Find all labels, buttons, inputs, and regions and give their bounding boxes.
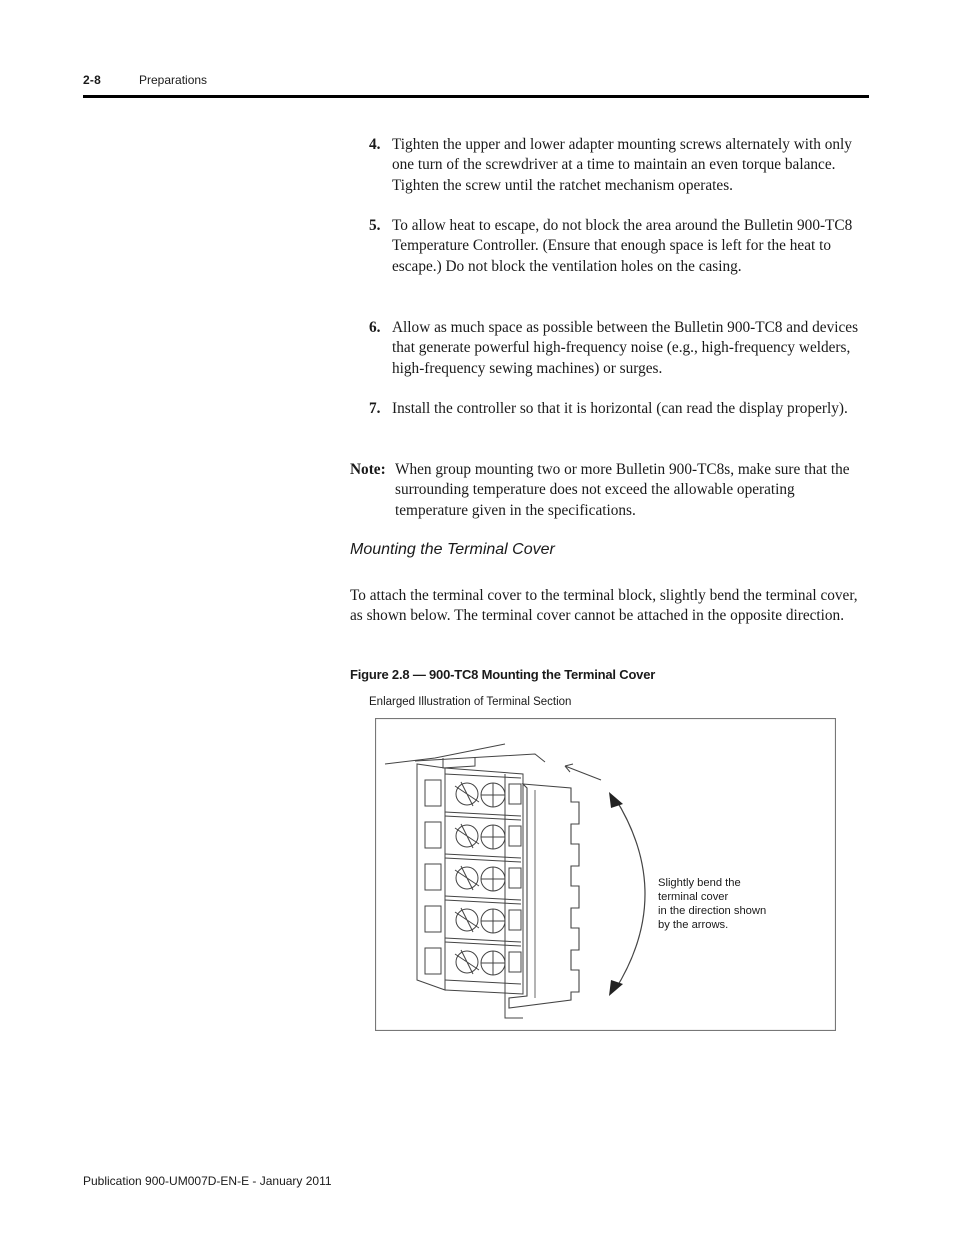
note-text: When group mounting two or more Bulletin 900-TC8s, make sure that the surrounding temperature does not exceed the allowable operating temperature given in the specifications. <box>395 461 850 519</box>
step-number: 6. <box>369 319 381 336</box>
step-5 <box>369 216 869 277</box>
note <box>350 460 870 521</box>
step-4 <box>369 135 869 196</box>
section-title: Preparations <box>139 73 208 87</box>
step-text: Tighten the upper and lower adapter mounting screws alternately with only one turn of the screwdriver at a time to maintain an even torque balance. Tighten the screw until the ratchet mechanism operates. <box>392 136 852 194</box>
header-rule <box>83 95 869 98</box>
page-number: 2-8 <box>83 73 101 87</box>
note-label: Note: <box>350 461 386 478</box>
section-heading: Mounting the Terminal Cover <box>350 541 555 558</box>
step-number: 4. <box>369 136 381 153</box>
step-6 <box>369 318 869 379</box>
body-paragraph: To attach the terminal cover to the terminal block, slightly bend the terminal cover, as shown below. The terminal cover cannot be attached in the opposite direction. <box>350 587 858 625</box>
step-text: To allow heat to escape, do not block the area around the Bulletin 900-TC8 Temperature Controller. (Ensure that enough space is left for the heat to escape.) Do not block the ventilation holes on the casing. <box>392 217 853 275</box>
step-number: 7. <box>369 400 381 417</box>
terminal-cover-illustration <box>375 718 836 1031</box>
figure-caption: Figure 2.8 — 900-TC8 Mounting the Terminal Cover <box>350 667 656 682</box>
figure-subtitle: Enlarged Illustration of Terminal Section <box>369 696 572 708</box>
callout-text <box>658 876 808 932</box>
step-7 <box>369 399 869 419</box>
step-text: Install the controller so that it is horizontal (can read the display properly). <box>392 400 848 417</box>
callout-line: Slightly bend the <box>658 877 741 889</box>
callout-line: by the arrows. <box>658 919 729 931</box>
step-text: Allow as much space as possible between the Bulletin 900-TC8 and devices that generate powerful high-frequency noise (e.g., high-frequency welders, high-frequency sewing machines) or surges. <box>392 319 859 377</box>
callout-line: terminal cover <box>658 891 729 903</box>
callout-line: in the direction shown <box>658 905 767 917</box>
step-number: 5. <box>369 217 381 234</box>
footer-publication: Publication 900-UM007D-EN-E - January 2011 <box>83 1174 332 1188</box>
